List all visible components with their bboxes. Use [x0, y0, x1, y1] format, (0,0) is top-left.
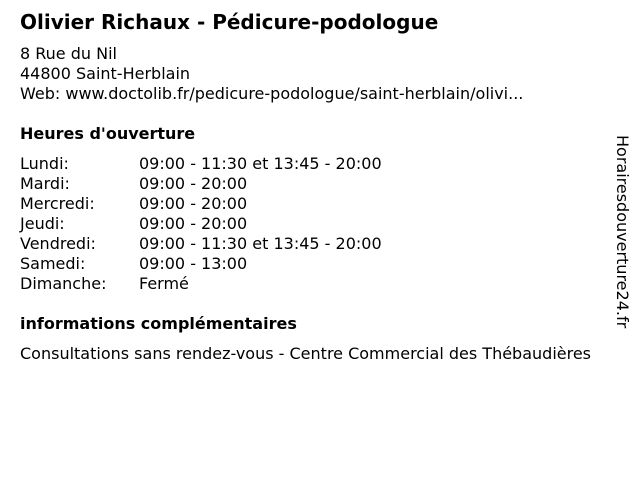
time-value: 09:00 - 13:00: [139, 254, 248, 273]
day-label: Mercredi:: [20, 194, 95, 213]
hours-row-friday: [20, 234, 382, 254]
day-label: Lundi:: [20, 154, 69, 173]
page-title: Olivier Richaux - Pédicure-podologue: [20, 10, 439, 34]
info-text: Consultations sans rendez-vous - Centre Commercial des Thébaudières: [20, 344, 592, 363]
time-value: 09:00 - 20:00: [139, 174, 248, 193]
time-value: 09:00 - 20:00: [139, 214, 248, 233]
address-block: [20, 44, 523, 104]
time-value: Fermé: [139, 274, 189, 293]
time-value: 09:00 - 11:30 et 13:45 - 20:00: [139, 234, 382, 253]
site-watermark: [612, 135, 632, 345]
time-value: 09:00 - 11:30 et 13:45 - 20:00: [139, 154, 382, 173]
day-label: Jeudi:: [20, 214, 65, 233]
day-label: Mardi:: [20, 174, 70, 193]
time-value: 09:00 - 20:00: [139, 194, 248, 213]
website-line[interactable]: Web: www.doctolib.fr/pedicure-podologue/saint-herblain/olivi...: [20, 84, 524, 103]
hours-row-tuesday: [20, 174, 382, 194]
hours-heading: Heures d'ouverture: [20, 124, 196, 143]
hours-row-saturday: [20, 254, 382, 274]
day-label: Dimanche:: [20, 274, 107, 293]
hours-row-wednesday: [20, 194, 382, 214]
hours-row-thursday: [20, 214, 382, 234]
day-label: Vendredi:: [20, 234, 96, 253]
day-label: Samedi:: [20, 254, 86, 273]
hours-row-sunday: [20, 274, 382, 294]
opening-hours-table: [20, 154, 382, 294]
address-city: 44800 Saint-Herblain: [20, 64, 191, 83]
address-street: 8 Rue du Nil: [20, 44, 117, 63]
info-heading: informations complémentaires: [20, 314, 297, 333]
hours-row-monday: [20, 154, 382, 174]
watermark-text: Horairesdouverture24.fr: [613, 135, 632, 329]
